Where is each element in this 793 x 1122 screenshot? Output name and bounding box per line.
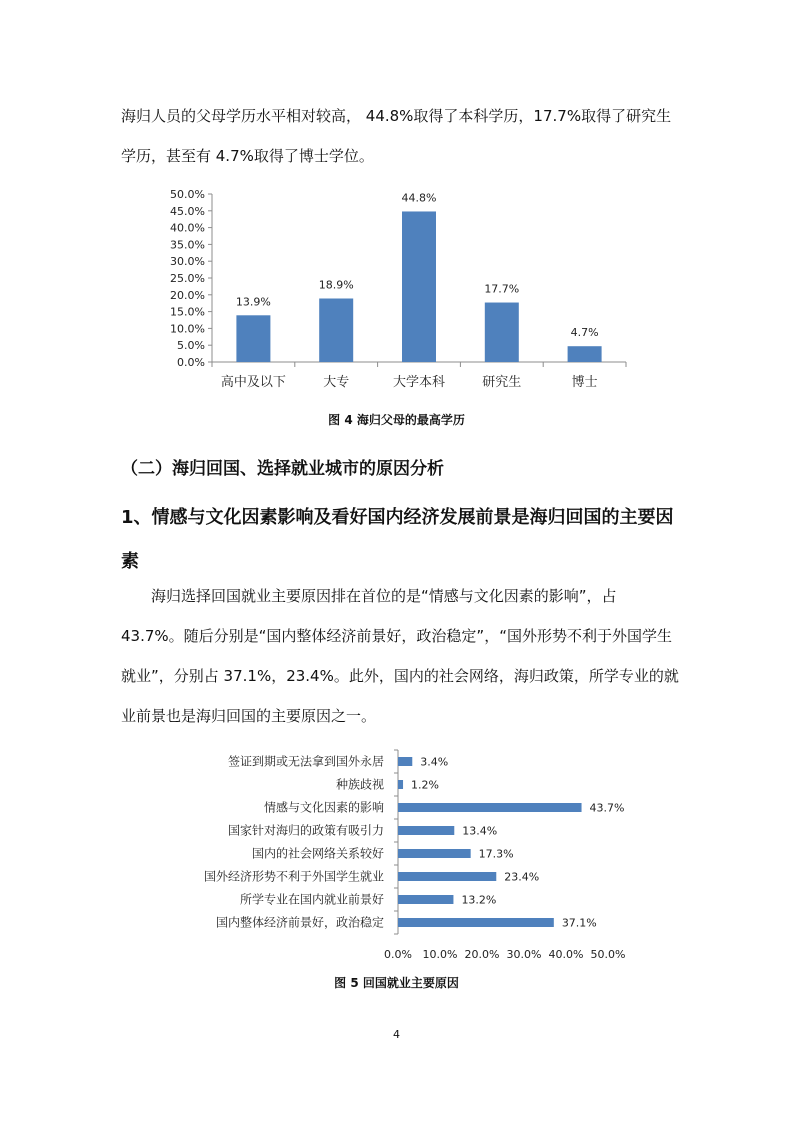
section-subheading: （二）海归回国、选择就业城市的原因分析 — [121, 459, 444, 479]
bar — [236, 315, 270, 362]
y-tick-label: 35.0% — [170, 238, 205, 252]
x-category-label: 大学本科 — [392, 375, 446, 390]
x-tick-label: 30.0% — [506, 948, 542, 961]
bar-value-label: 43.7% — [589, 801, 625, 815]
y-tick-label: 5.0% — [177, 339, 205, 353]
y-tick-label: 25.0% — [170, 272, 205, 285]
y-tick-label: 0.0% — [177, 356, 205, 369]
bar-value-label: 13.2% — [461, 893, 497, 907]
bar-value-label: 3.4% — [420, 755, 449, 769]
section-heading: 1、情感与文化因素影响及看好国内经济发展前景是海归回国的主要因素 — [121, 507, 674, 572]
bar-value-label: 13.4% — [462, 824, 498, 838]
y-tick-label: 30.0% — [170, 255, 205, 269]
chart-return-reasons — [160, 742, 640, 964]
bar-value-label: 13.9% — [235, 295, 271, 309]
bar — [398, 803, 582, 812]
y-category-label: 国外经济形势不利于外国学生就业 — [203, 869, 384, 884]
y-category-label: 签证到期或无法拿到国外永居 — [227, 754, 384, 769]
figure4-caption: 图 4 海归父母的最高学历 — [328, 413, 465, 427]
chart-parent-education — [160, 182, 640, 400]
x-tick-label: 0.0% — [384, 948, 412, 961]
y-tick-label: 20.0% — [170, 288, 205, 302]
x-category-label: 大专 — [323, 375, 350, 390]
y-category-label: 国内的社会网络关系较好 — [251, 846, 384, 861]
bar — [319, 298, 353, 362]
x-category-label: 研究生 — [482, 375, 522, 390]
y-tick-label: 50.0% — [170, 188, 205, 201]
bar — [398, 872, 496, 881]
y-category-label: 种族歧视 — [335, 777, 384, 792]
bar — [398, 895, 453, 904]
y-category-label: 国家针对海归的政策有吸引力 — [227, 823, 384, 838]
page-number: 4 — [393, 1028, 400, 1041]
y-tick-label: 40.0% — [170, 221, 205, 235]
y-tick-label: 15.0% — [170, 305, 205, 319]
x-tick-label: 50.0% — [590, 948, 626, 961]
bar — [398, 826, 454, 835]
bar-value-label: 1.2% — [411, 778, 439, 792]
y-tick-label: 45.0% — [170, 204, 205, 218]
bar — [398, 849, 471, 858]
intro-paragraph: 海归人员的父母学历水平相对较高， 44.8%取得了本科学历，17.7%取得了研究生学历，甚至有 4.7%取得了博士学位。 — [121, 107, 672, 165]
y-category-label: 国内整体经济前景好，政治稳定 — [215, 915, 384, 930]
figure5-caption: 图 5 回国就业主要原因 — [334, 976, 459, 990]
y-tick-label: 10.0% — [170, 322, 205, 336]
bar-value-label: 18.9% — [318, 278, 354, 292]
y-category-label: 情感与文化因素的影响 — [263, 800, 384, 815]
x-tick-label: 40.0% — [548, 948, 584, 961]
bar — [398, 918, 554, 927]
bar — [568, 346, 602, 362]
bar — [485, 303, 519, 362]
x-tick-label: 20.0% — [464, 948, 500, 961]
y-category-label: 所学专业在国内就业前景好 — [239, 892, 384, 907]
bar — [402, 211, 436, 362]
x-category-label: 高中及以下 — [220, 375, 286, 390]
bar — [398, 757, 412, 766]
section-body-paragraph: 海归选择回国就业主要原因排在首位的是“情感与文化因素的影响”，占 43.7%。随后分别是“国内整体经济前景好，政治稳定”，“国外形势不利于外国学生就业”，分别占 37.1%，23.4%。此外，国内的社会网络，海归政策，所学专业的就业前景也是海归回国的主要原因之一。 — [121, 587, 679, 725]
bar — [398, 780, 403, 789]
bar-value-label: 37.1% — [561, 916, 597, 930]
bar-value-label: 4.7% — [570, 326, 599, 340]
bar-value-label: 17.7% — [484, 282, 520, 296]
x-tick-label: 10.0% — [422, 948, 458, 961]
x-category-label: 博士 — [571, 375, 598, 390]
bar-value-label: 17.3% — [478, 847, 514, 861]
bar-value-label: 44.8% — [401, 191, 437, 205]
bar-value-label: 23.4% — [504, 870, 540, 884]
